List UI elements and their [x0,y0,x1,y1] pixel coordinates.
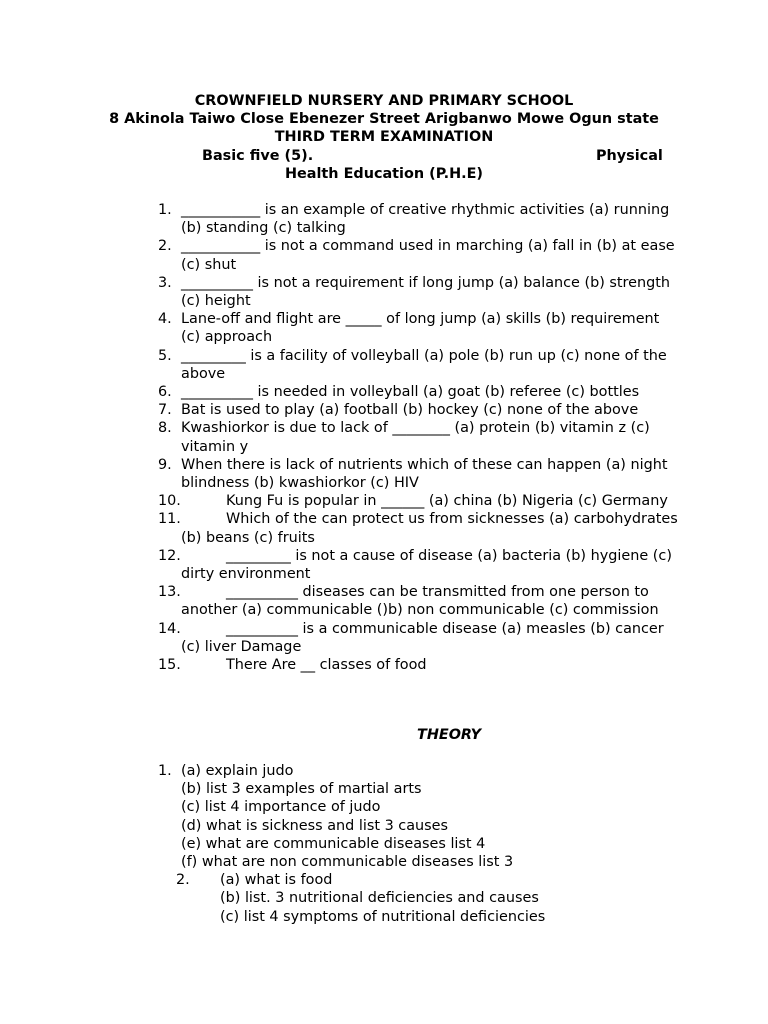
question-number: 15. [158,657,181,674]
question-number: 7. [158,402,172,419]
question-item [0,383,681,401]
question-item [0,347,681,383]
question-number: 5. [158,347,172,364]
subject-label-continued: Health Education (P.H.E) [284,165,484,182]
question-text: Bat is used to play (a) football (b) hockey (c) none of the above [181,402,639,419]
question-text: _________ is not a cause of disease (a) bacteria (b) hygiene (c) dirty environment [181,547,672,583]
question-number: 4. [158,311,172,328]
subject-label: Physical [596,147,663,164]
theory-part: (c) list 4 symptoms of nutritional deficiencies [220,908,546,925]
question-text: Which of the can protect us from sicknesses (a) carbohydrates (b) beans (c) fruits [181,511,678,546]
class-label: Basic five (5). [202,147,314,164]
question-number: 2. [158,238,172,255]
question-text: ___________ is an example of creative rhythmic activities (a) running (b) standing (c) talking [181,202,670,237]
question-item [0,310,681,346]
question-item [0,492,681,510]
question-number: 10. [158,493,181,510]
theory-part: (f) what are non communicable diseases list 3 [181,854,514,871]
question-item [0,456,681,492]
question-item [0,547,681,583]
theory-part: (a) explain judo [181,763,294,779]
theory-part: (c) list 4 importance of judo [181,799,381,816]
question-item [0,510,681,546]
question-text: There Are __ classes of food [226,657,427,674]
question-number: 1. [158,202,172,218]
question-item [0,401,681,419]
exam-title: THIRD TERM EXAMINATION [274,129,494,146]
theory-part: (e) what are communicable diseases list 4 [181,835,486,852]
question-number: 12. [158,547,181,564]
question-number: 8. [158,420,172,437]
question-text: Kung Fu is popular in ______ (a) china (b) Nigeria (c) Germany [226,493,668,510]
question-text: __________ is needed in volleyball (a) goat (b) referee (c) bottles [181,384,640,401]
theory-number: 1. [158,763,172,779]
school-name: CROWNFIELD NURSERY AND PRIMARY SCHOOL [194,93,574,109]
school-address: 8 Akinola Taiwo Close Ebenezer Street Arigbanwo Mowe Ogun state [109,111,659,128]
question-text: When there is lack of nutrients which of these can happen (a) night blindness (b) kwashiorkor (c) HIV [181,456,668,492]
theory-questions [0,762,768,926]
theory-part: (b) list. 3 nutritional deficiencies and causes [220,890,539,907]
question-item [0,656,681,674]
theory-heading: THEORY [417,727,482,743]
question-item [0,419,681,455]
question-item [0,583,681,619]
theory-part: (b) list 3 examples of martial arts [181,781,422,798]
question-number: 6. [158,384,172,401]
question-item [0,237,681,273]
question-text: _________ is a facility of volleyball (a) pole (b) run up (c) none of the above [181,347,667,382]
question-item [0,201,681,237]
question-text: __________ is a communicable disease (a) measles (b) cancer (c) liver Damage [181,620,664,655]
question-item [0,620,681,656]
theory-part: (d) what is sickness and list 3 causes [181,817,449,834]
question-number: 11. [158,511,181,528]
theory-question-1 [0,762,768,871]
question-number: 9. [158,456,172,473]
question-number: 13. [158,584,181,601]
question-item [0,274,681,310]
theory-number: 2. [176,872,190,889]
exam-header [0,92,768,183]
theory-question-2 [0,871,768,926]
question-number: 3. [158,274,172,291]
class-subject-row [0,147,768,165]
question-text: Kwashiorkor is due to lack of ________ (a) protein (b) vitamin z (c) vitamin y [181,420,650,455]
question-text: __________ is not a requirement if long jump (a) balance (b) strength (c) height [181,274,671,310]
question-text: ___________ is not a command used in marching (a) fall in (b) at ease (c) shut [181,238,675,273]
theory-part: (a) what is food [220,872,333,889]
objective-questions [0,201,768,674]
question-number: 14. [158,620,181,637]
question-text: Lane-off and flight are _____ of long jump (a) skills (b) requirement (c) approach [181,311,660,346]
question-text: __________ diseases can be transmitted from one person to another (a) communicable ()b) non communicable (c) commission [181,584,659,619]
